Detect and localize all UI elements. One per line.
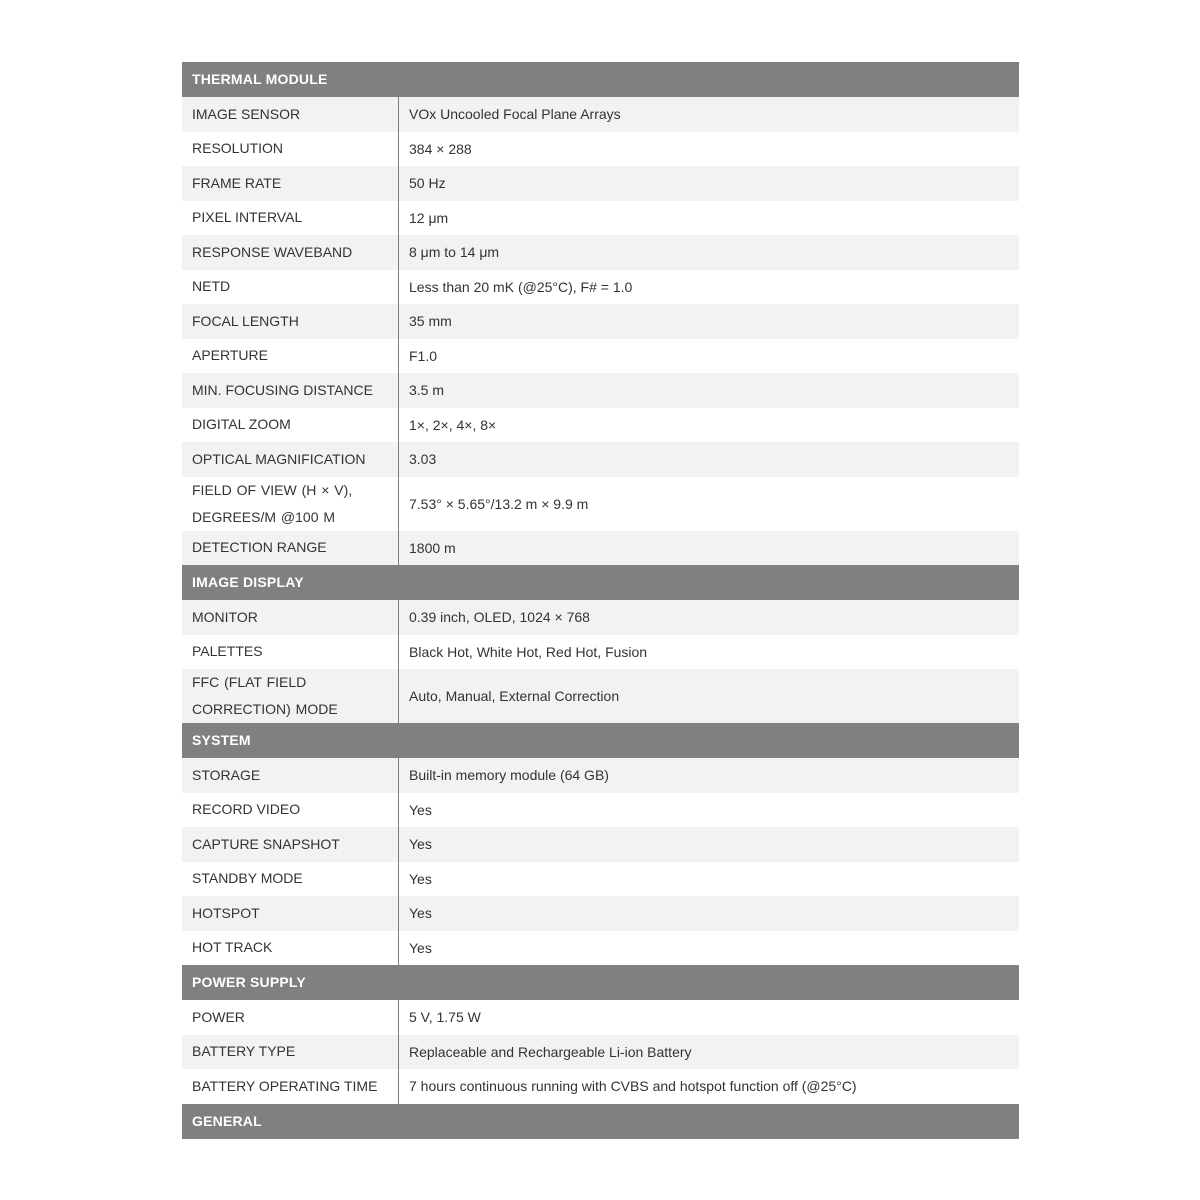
spec-label: CAPTURE SNAPSHOT bbox=[182, 827, 399, 862]
table-row bbox=[182, 166, 1019, 201]
table-row bbox=[182, 270, 1019, 305]
spec-label: HOTSPOT bbox=[182, 896, 399, 931]
spec-value: VOx Uncooled Focal Plane Arrays bbox=[409, 106, 621, 123]
section-header-general: GENERAL bbox=[182, 1104, 1019, 1139]
spec-value: 12 μm bbox=[409, 209, 449, 226]
spec-value: 0.39 inch, OLED, 1024 × 768 bbox=[409, 609, 590, 626]
table-row bbox=[182, 1035, 1019, 1070]
spec-label: RECORD VIDEO bbox=[182, 793, 399, 828]
spec-label: IMAGE SENSOR bbox=[182, 97, 399, 132]
table-row bbox=[182, 1000, 1019, 1035]
section-header-power-supply: POWER SUPPLY bbox=[182, 965, 1019, 1000]
table-row bbox=[182, 531, 1019, 566]
spec-label: OPTICAL MAGNIFICATION bbox=[182, 442, 399, 477]
spec-value: Yes bbox=[409, 870, 432, 887]
table-row bbox=[182, 339, 1019, 374]
table-row bbox=[182, 132, 1019, 167]
spec-label: MIN. FOCUSING DISTANCE bbox=[182, 373, 399, 408]
table-row bbox=[182, 235, 1019, 270]
spec-value: Yes bbox=[409, 836, 432, 853]
table-row bbox=[182, 373, 1019, 408]
spec-value: 3.5 m bbox=[409, 382, 445, 399]
section-header-thermal-module: THERMAL MODULE bbox=[182, 62, 1019, 97]
spec-value: 35 mm bbox=[409, 313, 452, 330]
spec-label: BATTERY OPERATING TIME bbox=[182, 1069, 399, 1104]
spec-label: RESOLUTION bbox=[182, 132, 399, 167]
spec-label: PIXEL INTERVAL bbox=[182, 201, 399, 236]
spec-label: STANDBY MODE bbox=[182, 862, 399, 897]
spec-label: APERTURE bbox=[182, 339, 399, 374]
table-row bbox=[182, 477, 1019, 531]
spec-label: RESPONSE WAVEBAND bbox=[182, 235, 399, 270]
table-row bbox=[182, 793, 1019, 828]
spec-label: BATTERY TYPE bbox=[182, 1035, 399, 1070]
section-header-system: SYSTEM bbox=[182, 723, 1019, 758]
spec-value: Yes bbox=[409, 939, 432, 956]
table-row bbox=[182, 408, 1019, 443]
spec-label: POWER bbox=[182, 1000, 399, 1035]
spec-value: 50 Hz bbox=[409, 175, 446, 192]
table-row bbox=[182, 97, 1019, 132]
spec-label: FFC (FLAT FIELD CORRECTION) MODE bbox=[182, 669, 399, 723]
spec-value: 7.53° × 5.65°/13.2 m × 9.9 m bbox=[409, 495, 589, 512]
spec-value: 5 V, 1.75 W bbox=[409, 1009, 481, 1026]
spec-label: PALETTES bbox=[182, 635, 399, 670]
table-row bbox=[182, 931, 1019, 966]
spec-value: Yes bbox=[409, 905, 432, 922]
spec-value: Yes bbox=[409, 801, 432, 818]
spec-value: Less than 20 mK (@25°C), F# = 1.0 bbox=[409, 278, 633, 295]
spec-label: DIGITAL ZOOM bbox=[182, 408, 399, 443]
table-row bbox=[182, 442, 1019, 477]
spec-label: MONITOR bbox=[182, 600, 399, 635]
spec-table bbox=[182, 62, 1019, 1139]
spec-label: NETD bbox=[182, 270, 399, 305]
spec-value: 1×, 2×, 4×, 8× bbox=[409, 416, 497, 433]
spec-value: 3.03 bbox=[409, 451, 437, 468]
table-row bbox=[182, 669, 1019, 723]
table-row bbox=[182, 862, 1019, 897]
spec-value: 7 hours continuous running with CVBS and hotspot function off (@25°C) bbox=[409, 1078, 857, 1095]
spec-label: FRAME RATE bbox=[182, 166, 399, 201]
spec-label: DETECTION RANGE bbox=[182, 531, 399, 566]
spec-value: Built-in memory module (64 GB) bbox=[409, 767, 609, 784]
spec-label: FOCAL LENGTH bbox=[182, 304, 399, 339]
spec-label: FIELD OF VIEW (H × V), DEGREES/M @100 M bbox=[182, 477, 399, 531]
table-row bbox=[182, 635, 1019, 670]
spec-value: 384 × 288 bbox=[409, 140, 472, 157]
table-row bbox=[182, 201, 1019, 236]
spec-value: Black Hot, White Hot, Red Hot, Fusion bbox=[409, 643, 648, 660]
table-row bbox=[182, 896, 1019, 931]
spec-value: Replaceable and Rechargeable Li-ion Battery bbox=[409, 1043, 692, 1060]
spec-label: STORAGE bbox=[182, 758, 399, 793]
spec-value: Auto, Manual, External Correction bbox=[409, 688, 620, 704]
table-row bbox=[182, 304, 1019, 339]
table-row bbox=[182, 758, 1019, 793]
section-header-image-display: IMAGE DISPLAY bbox=[182, 565, 1019, 600]
table-row bbox=[182, 600, 1019, 635]
spec-value: F1.0 bbox=[409, 347, 438, 364]
spec-label: HOT TRACK bbox=[182, 931, 399, 966]
spec-value: 8 μm to 14 μm bbox=[409, 244, 500, 261]
spec-value: 1800 m bbox=[409, 539, 456, 556]
table-row bbox=[182, 827, 1019, 862]
table-row bbox=[182, 1069, 1019, 1104]
